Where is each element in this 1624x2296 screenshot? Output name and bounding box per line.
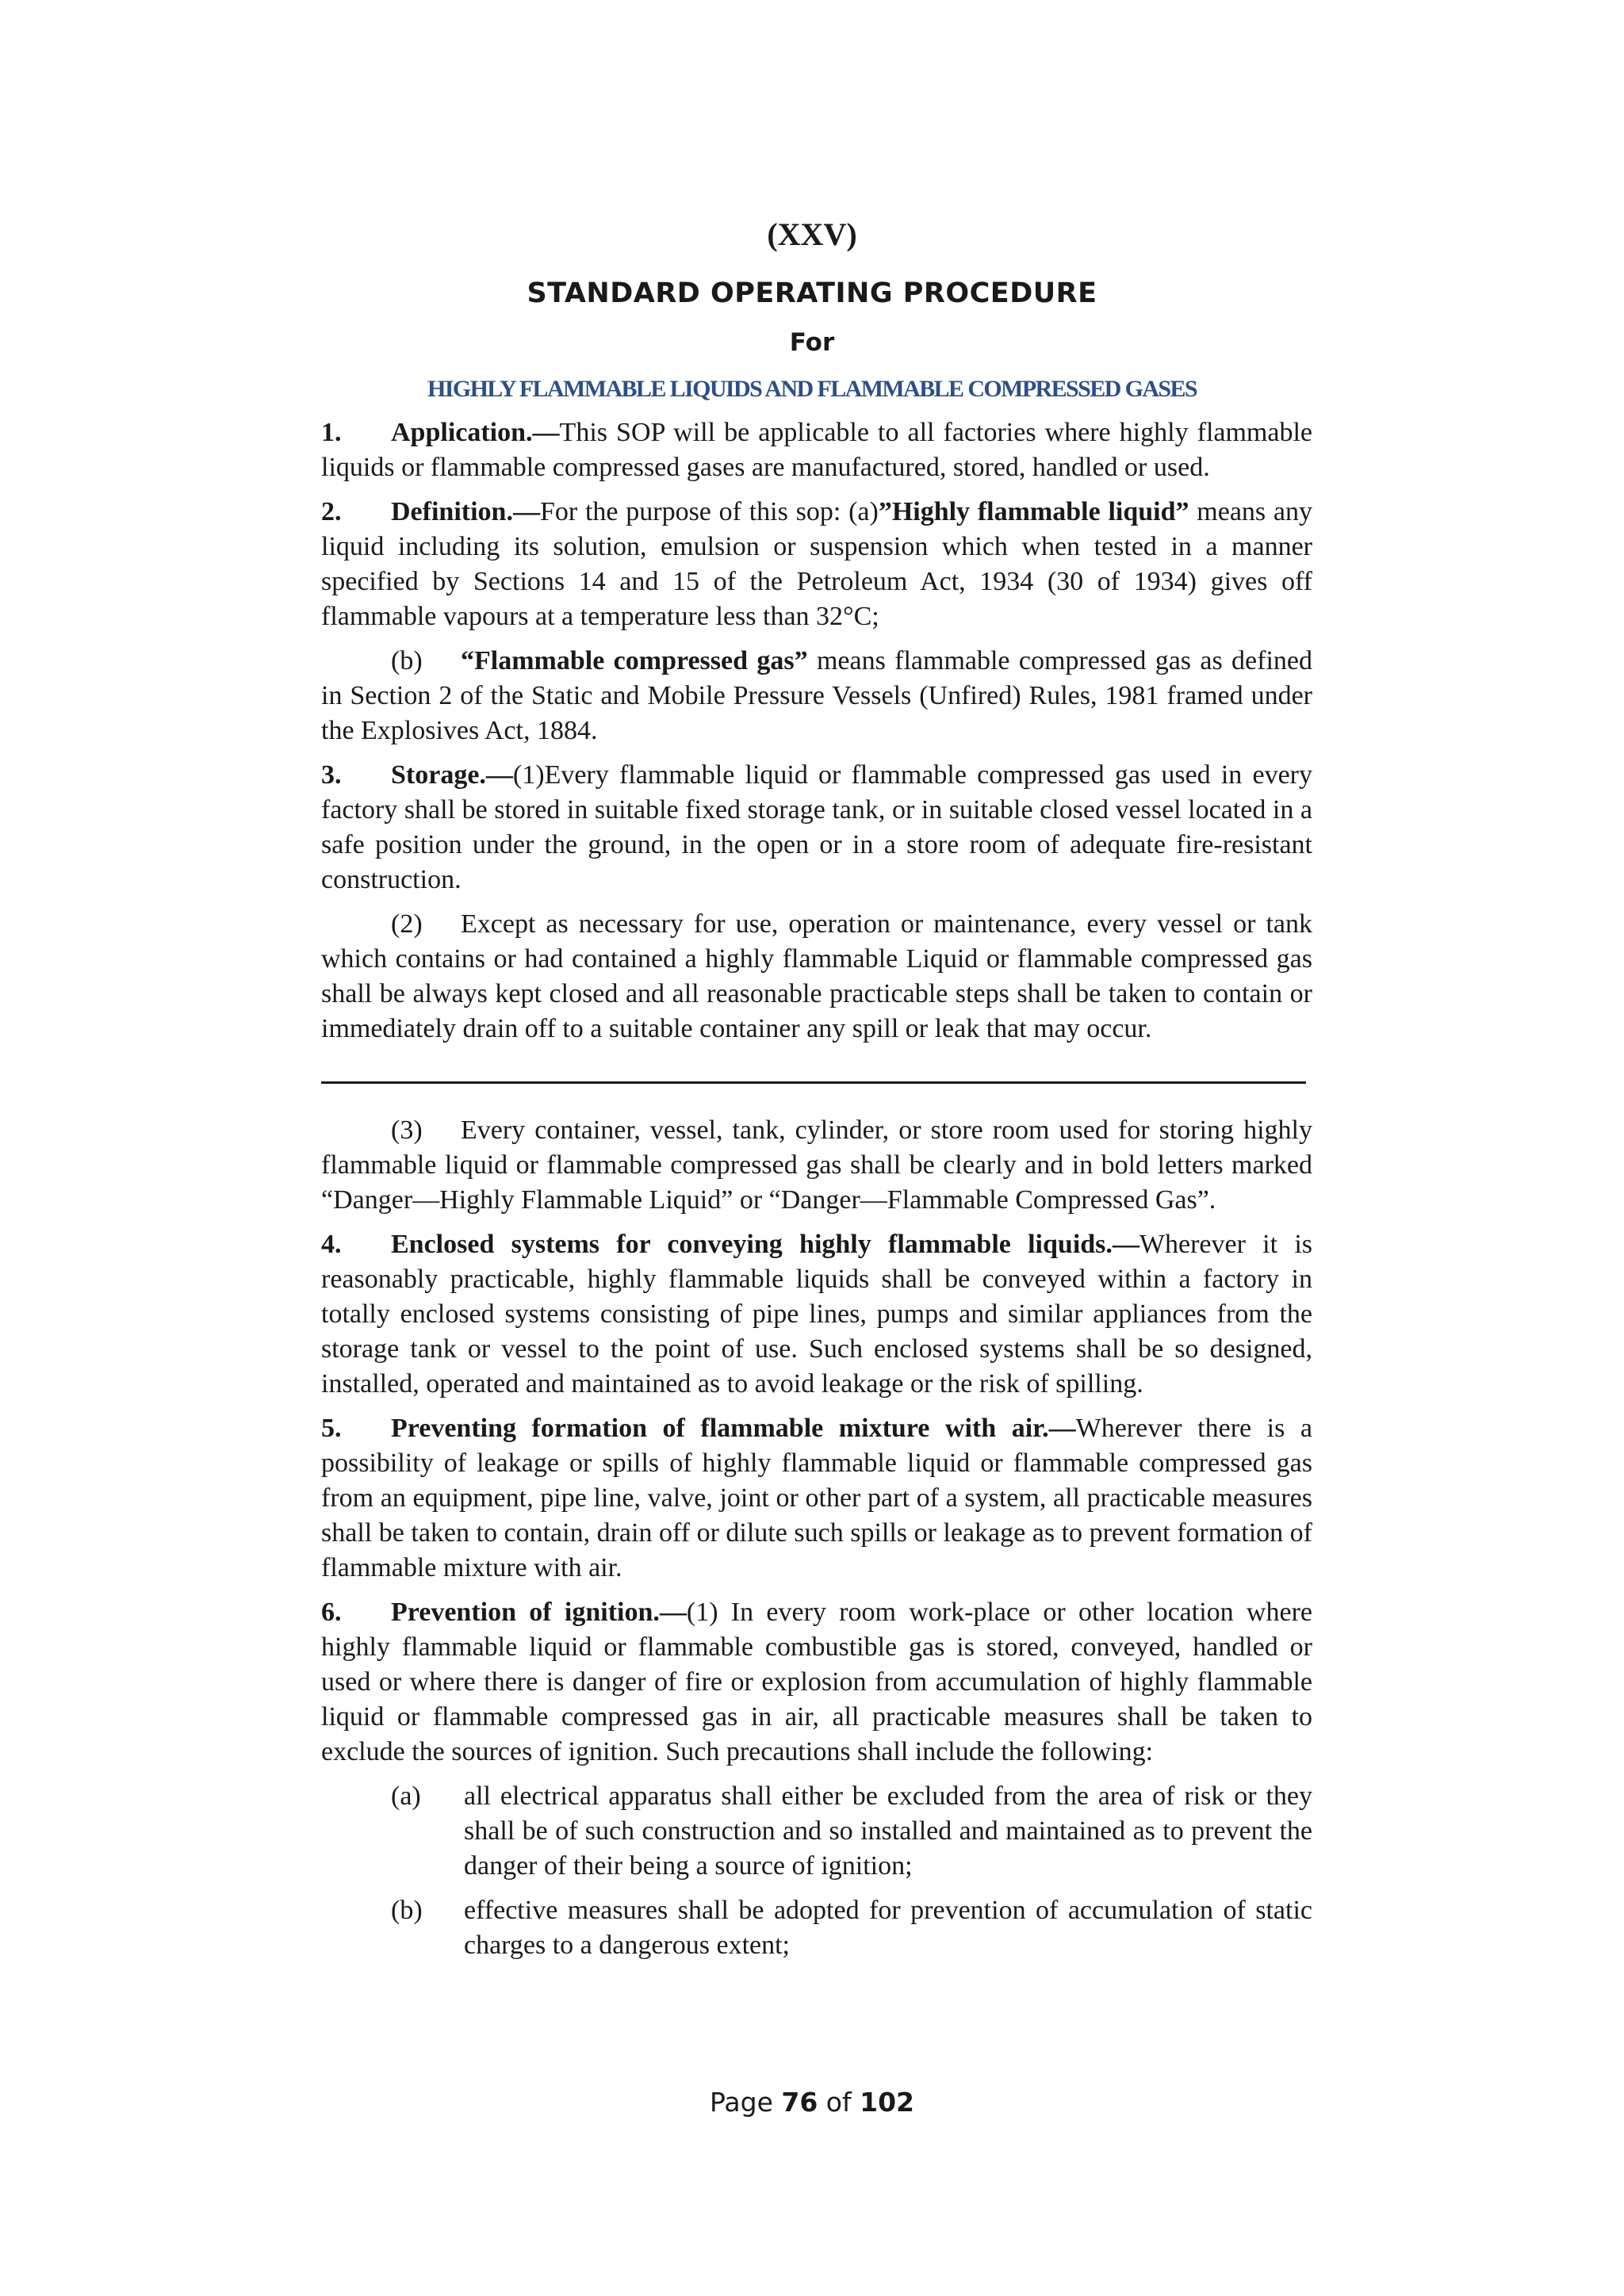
section-2-text-b: means flammable compressed gas as defined in Section 2 of the Static and Mobile Pressure Vessels (Unfired) Rules, 1981 framed under the Explosives Act, 1884. <box>321 646 1313 745</box>
page-middle: of <box>818 2087 860 2118</box>
section-6-heading: Prevention of ignition.— <box>391 1598 687 1627</box>
page-total-number: 102 <box>860 2087 914 2118</box>
section-roman-numeral: (XXV) <box>767 216 857 252</box>
section-6-item-b-text: effective measures shall be adopted for prevention of accumulation of static charges to a dangerous extent; <box>464 1896 1312 1960</box>
document-subject: HIGHLY FLAMMABLE LIQUIDS AND FLAMMABLE COMPRESSED GASES <box>427 376 1197 402</box>
section-3-number: 3. <box>321 760 342 790</box>
section-3-storage-2 <box>321 907 1312 1047</box>
section-3-text-1: (1)Every flammable liquid or flammable compressed gas used in every factory shall be stored in suitable fixed storage tank, or in suitable closed vessel located in a safe position under the ground, in the open or in a store room of adequate fire-resistant construction. <box>321 760 1312 894</box>
body-block-lower <box>321 1113 1312 1973</box>
section-2-prefix: For the purpose of this sop: (a) <box>539 497 879 526</box>
section-4-text: Wherever it is reasonably practicable, highly flammable liquids shall be conveyed within a factory in totally enclosed systems consisting of pipe lines, pumps and similar appliances from the storage tank or vessel to the point of use. Such enclosed systems shall be so designed, installed, operated and maintained as to avoid leakage or the risk of spilling. <box>321 1230 1313 1399</box>
section-2-label-b: (b) <box>391 646 423 675</box>
page-footer <box>0 2087 1624 2118</box>
section-3-label-3: (3) <box>391 1115 423 1145</box>
section-6-item-a <box>391 1779 1312 1884</box>
section-6-item-a-label: (a) <box>391 1781 421 1811</box>
section-6-text: (1) In every room work-place or other location where highly flammable liquid or flammable combustible gas is stored, conveyed, handled or used or where there is danger of fire or explosion from accumulation of highly flammable liquid or flammable compressed gas in air, all practicable measures shall be taken to exclude the sources of ignition. Such precautions shall include the following: <box>321 1598 1312 1766</box>
section-3-label-2: (2) <box>391 909 423 939</box>
section-3-text-2: Except as necessary for use, operation or maintenance, every vessel or tank which contains or had contained a highly flammable Liquid or flammable compressed gas shall be always kept closed and all reasonable practicable steps shall be taken to contain or immediately drain off to a suitable container any spill or leak that may occur. <box>321 909 1312 1043</box>
section-1-heading: Application.— <box>391 418 560 447</box>
section-3-storage-1 <box>321 758 1312 897</box>
section-4-enclosed-systems <box>321 1227 1312 1402</box>
section-1-text: This SOP will be applicable to all factories where highly flammable liquids or flammable compressed gases are manufactured, stored, handled or used. <box>321 418 1312 482</box>
page-prefix: Page <box>709 2087 782 2118</box>
document-for-label: For <box>789 328 835 357</box>
section-6-number: 6. <box>321 1598 342 1627</box>
footnote-divider <box>321 1081 1306 1084</box>
document-title: STANDARD OPERATING PROCEDURE <box>527 277 1097 309</box>
section-3-heading: Storage.— <box>391 760 513 790</box>
section-4-heading: Enclosed systems for conveying highly flammable liquids.— <box>391 1230 1139 1259</box>
section-1-number: 1. <box>321 418 342 447</box>
section-5-number: 5. <box>321 1414 342 1443</box>
section-6-item-a-text: all electrical apparatus shall either be excluded from the area of risk or they shall be of such construction and so installed and maintained as to prevent the danger of their being a source of ignition; <box>464 1781 1312 1881</box>
section-5-heading: Preventing formation of flammable mixture with air.— <box>391 1414 1076 1443</box>
section-4-number: 4. <box>321 1230 342 1259</box>
section-2-definition-a <box>321 495 1312 634</box>
section-6-prevention-of-ignition <box>321 1595 1312 1770</box>
section-6-item-b <box>391 1893 1312 1963</box>
section-2-text-a: means any liquid including its solution, emulsion or suspension which when tested in a manner specified by Sections 14 and 15 of the Petroleum Act, 1934 (30 of 1934) gives off flammable vapours at a temperature less than 32°C; <box>321 497 1312 631</box>
body-block-upper <box>321 415 1312 1056</box>
section-2-definition-b <box>321 644 1312 748</box>
section-5-flammable-mixture <box>321 1411 1312 1586</box>
page-current-number: 76 <box>781 2087 818 2118</box>
section-2-term-b: “Flammable compressed gas” <box>461 646 808 675</box>
section-2-term-a: ”Highly flammable liquid” <box>878 497 1189 526</box>
section-3-storage-3 <box>321 1113 1312 1218</box>
section-2-number: 2. <box>321 497 342 526</box>
section-2-heading: Definition.— <box>391 497 540 526</box>
section-6-item-b-label: (b) <box>391 1896 423 1925</box>
section-3-text-3: Every container, vessel, tank, cylinder, or store room used for storing highly flammable liquid or flammable compressed gas shall be clearly and in bold letters marked “Danger—Highly Flammable Liquid” or “Danger—Flammable Compressed Gas”. <box>321 1115 1312 1215</box>
section-5-text: Wherever there is a possibility of leakage or spills of highly flammable liquid or flammable compressed gas from an equipment, pipe line, valve, joint or other part of a system, all practicable measures shall be taken to contain, drain off or dilute such spills or leakage as to prevent formation of flammable mixture with air. <box>321 1414 1312 1582</box>
section-1-application <box>321 415 1312 485</box>
